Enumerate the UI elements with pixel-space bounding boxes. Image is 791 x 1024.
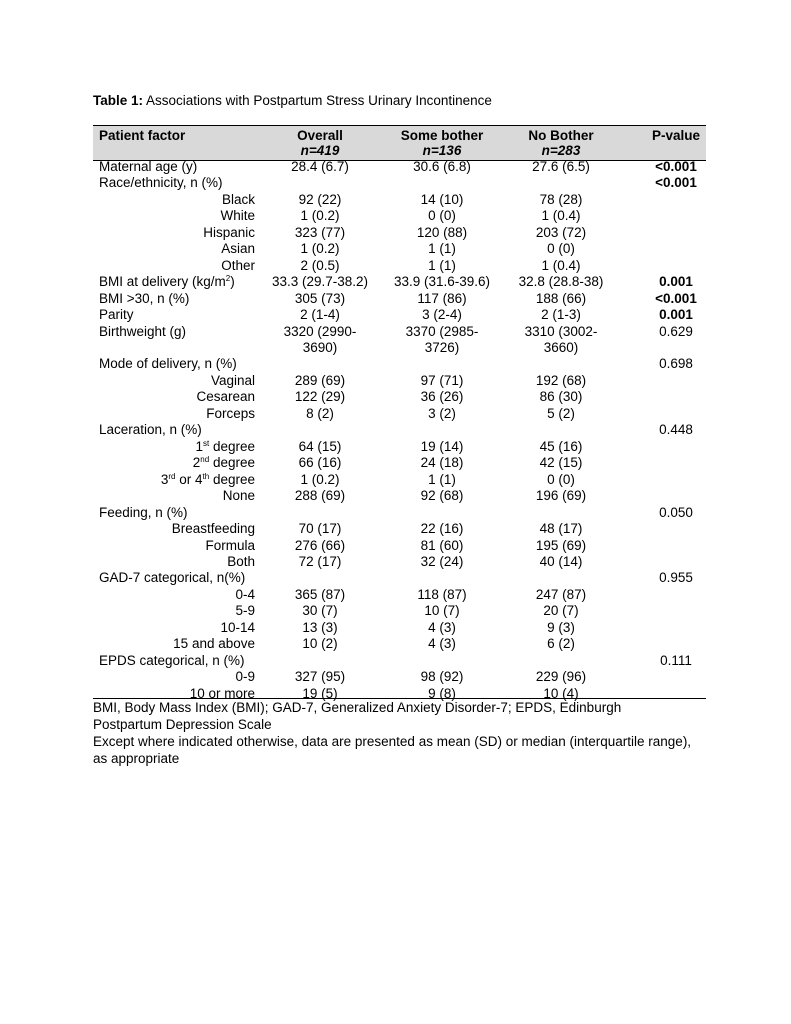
cell-p-value: 0.111 bbox=[660, 653, 692, 668]
ordinal-suffix: nd bbox=[200, 455, 210, 464]
row-label bbox=[172, 521, 255, 537]
header-some-bother-n: n=136 bbox=[422, 143, 462, 158]
row-label bbox=[99, 307, 134, 323]
cell-some-bother: 14 (10) bbox=[420, 192, 464, 207]
row-label-text: Birthweight (g) bbox=[99, 324, 187, 339]
cell-no-bother: 229 (96) bbox=[535, 669, 587, 684]
cell-some-bother: 1 (1) bbox=[428, 258, 456, 273]
cell-no-bother: 78 (28) bbox=[539, 192, 583, 207]
cell-overall: 2 (1-4) bbox=[300, 307, 340, 322]
cell-overall: 288 (69) bbox=[294, 488, 346, 503]
row-label-text: Hispanic bbox=[203, 225, 255, 240]
row-label-text: GAD-7 categorical, n(%) bbox=[99, 570, 246, 585]
ordinal-suffix: rd bbox=[168, 472, 176, 481]
cell-no-bother: 86 (30) bbox=[539, 389, 583, 404]
ordinal-suffix: st bbox=[202, 439, 210, 448]
row-label-text: Asian bbox=[221, 241, 255, 256]
ordinal-suffix: th bbox=[202, 472, 210, 481]
cell-no-bother: 195 (69) bbox=[535, 538, 587, 553]
cell-overall: 289 (69) bbox=[294, 373, 346, 388]
row-label bbox=[203, 225, 255, 241]
cell-some-bother: 1 (1) bbox=[428, 472, 456, 487]
row-label bbox=[235, 603, 255, 619]
cell-p-value: 0.001 bbox=[659, 307, 693, 322]
row-label-text: degree bbox=[209, 455, 255, 470]
header-no-bother bbox=[502, 128, 620, 158]
row-label-text: 0-4 bbox=[235, 587, 255, 602]
header-patient-factor: Patient factor bbox=[99, 128, 186, 143]
header-no-bother-n: n=283 bbox=[541, 143, 581, 158]
cell-overall: 3690) bbox=[302, 340, 338, 355]
cell-no-bother: 42 (15) bbox=[539, 455, 583, 470]
cell-no-bother: 247 (87) bbox=[535, 587, 587, 602]
row-label-text: Cesarean bbox=[196, 389, 255, 404]
cell-some-bother: 0 (0) bbox=[428, 208, 456, 223]
row-label bbox=[99, 159, 197, 175]
row-label bbox=[220, 208, 255, 224]
row-label bbox=[222, 192, 255, 208]
footnote-data-note: Except where indicated otherwise, data are presented as mean (SD) or median (interquartile range), as appropriate bbox=[93, 734, 692, 766]
cell-overall: 64 (15) bbox=[298, 439, 342, 454]
cell-overall: 3320 (2990- bbox=[283, 324, 357, 339]
row-label-text: BMI >30, n (%) bbox=[99, 291, 190, 306]
header-some-bother-label: Some bother bbox=[400, 128, 484, 143]
ordinal-connector: or 4 bbox=[175, 472, 203, 487]
cell-no-bother: 1 (0.4) bbox=[541, 258, 581, 273]
row-label-text: degree bbox=[209, 472, 255, 487]
cell-overall: 276 (66) bbox=[294, 538, 346, 553]
cell-no-bother: 10 (4) bbox=[543, 686, 579, 701]
cell-no-bother: 6 (2) bbox=[547, 636, 575, 651]
cell-p-value: 0.955 bbox=[659, 570, 693, 585]
cell-some-bother: 4 (3) bbox=[428, 636, 456, 651]
row-label-text: Laceration, n (%) bbox=[99, 422, 202, 437]
cell-no-bother: 3310 (3002- bbox=[524, 324, 598, 339]
cell-some-bother: 92 (68) bbox=[420, 488, 464, 503]
cell-overall: 323 (77) bbox=[294, 225, 346, 240]
cell-no-bother: 45 (16) bbox=[539, 439, 583, 454]
table-label: Table 1: bbox=[93, 93, 144, 108]
cell-overall: 1 (0.2) bbox=[300, 472, 340, 487]
cell-overall: 92 (22) bbox=[298, 192, 342, 207]
header-overall bbox=[258, 128, 382, 158]
footnote-abbreviations: BMI, Body Mass Index (BMI); GAD-7, Generalized Anxiety Disorder-7; EPDS, Edinburgh Postpartum Depression Scale bbox=[93, 700, 622, 732]
cell-overall: 8 (2) bbox=[306, 406, 334, 421]
cell-some-bother: 98 (92) bbox=[420, 669, 464, 684]
row-label bbox=[227, 554, 255, 570]
row-label bbox=[99, 175, 223, 191]
row-label-text: Black bbox=[221, 192, 255, 207]
row-label bbox=[221, 241, 255, 257]
cell-no-bother: 192 (68) bbox=[535, 373, 587, 388]
row-label bbox=[206, 406, 255, 422]
cell-some-bother: 32 (24) bbox=[420, 554, 464, 569]
row-label-text: EPDS categorical, n (%) bbox=[99, 653, 245, 668]
cell-some-bother: 10 (7) bbox=[424, 603, 460, 618]
ordinal-number: 2 bbox=[192, 455, 201, 470]
row-label bbox=[173, 636, 255, 652]
row-label-text: Maternal age (y) bbox=[99, 159, 198, 174]
unit-exponent: 2 bbox=[225, 274, 231, 283]
cell-some-bother: 3 (2) bbox=[428, 406, 456, 421]
row-label bbox=[220, 620, 255, 636]
header-p-value: P-value bbox=[651, 128, 701, 143]
cell-overall: 10 (2) bbox=[302, 636, 338, 651]
row-label-text: Feeding, n (%) bbox=[99, 505, 188, 520]
row-label-text: degree bbox=[209, 439, 255, 454]
cell-p-value: 0.050 bbox=[659, 505, 693, 520]
table-header bbox=[93, 125, 706, 161]
cell-p-value: <0.001 bbox=[655, 159, 697, 174]
row-label bbox=[99, 356, 237, 372]
header-overall-label: Overall bbox=[297, 128, 343, 143]
cell-p-value: 0.001 bbox=[659, 274, 693, 289]
row-label-text: Race/ethnicity, n (%) bbox=[99, 175, 223, 190]
row-label bbox=[99, 291, 189, 307]
row-label bbox=[195, 439, 255, 455]
cell-p-value: <0.001 bbox=[655, 175, 697, 190]
cell-no-bother: 188 (66) bbox=[535, 291, 587, 306]
row-label bbox=[196, 389, 255, 405]
cell-no-bother: 203 (72) bbox=[535, 225, 587, 240]
cell-some-bother: 117 (86) bbox=[417, 291, 467, 306]
cell-overall: 28.4 (6.7) bbox=[291, 159, 349, 174]
row-label-text: Parity bbox=[99, 307, 134, 322]
row-label bbox=[99, 505, 188, 521]
table-title: Associations with Postpartum Stress Urinary Incontinence bbox=[146, 93, 492, 108]
cell-some-bother: 24 (18) bbox=[420, 455, 464, 470]
cell-some-bother: 33.9 (31.6-39.6) bbox=[393, 274, 491, 289]
data-table bbox=[93, 125, 706, 701]
row-label bbox=[161, 472, 255, 488]
header-no-bother-label: No Bother bbox=[528, 128, 594, 143]
row-label bbox=[99, 324, 186, 340]
cell-overall: 122 (29) bbox=[294, 389, 346, 404]
row-label-text: 0-9 bbox=[235, 669, 255, 684]
row-label bbox=[205, 538, 255, 554]
ordinal-number: 1 bbox=[195, 439, 203, 454]
row-label bbox=[193, 455, 255, 471]
cell-some-bother: 3370 (2985- bbox=[405, 324, 479, 339]
row-label bbox=[235, 669, 255, 685]
row-label-text: Vaginal bbox=[210, 373, 255, 388]
cell-overall: 13 (3) bbox=[302, 620, 338, 635]
row-label-text: BMI at delivery (kg/m bbox=[99, 274, 226, 289]
cell-no-bother: 0 (0) bbox=[547, 472, 575, 487]
cell-no-bother: 3660) bbox=[543, 340, 579, 355]
row-label-text: Forceps bbox=[206, 406, 255, 421]
table-caption bbox=[93, 93, 492, 108]
row-label-text: 15 and above bbox=[173, 636, 255, 651]
row-label-text: Breastfeeding bbox=[171, 521, 255, 536]
cell-some-bother: 9 (8) bbox=[428, 686, 456, 701]
cell-no-bother: 40 (14) bbox=[539, 554, 583, 569]
cell-overall: 365 (87) bbox=[294, 587, 346, 602]
cell-some-bother: 22 (16) bbox=[420, 521, 464, 536]
cell-no-bother: 27.6 (6.5) bbox=[532, 159, 590, 174]
cell-some-bother: 36 (26) bbox=[420, 389, 464, 404]
cell-overall: 30 (7) bbox=[302, 603, 338, 618]
cell-overall: 66 (16) bbox=[298, 455, 342, 470]
table-bottom-rule bbox=[93, 698, 706, 699]
cell-some-bother: 30.6 (6.8) bbox=[413, 159, 471, 174]
cell-overall: 2 (0.5) bbox=[300, 258, 340, 273]
cell-some-bother: 3726) bbox=[424, 340, 460, 355]
cell-some-bother: 120 (88) bbox=[416, 225, 468, 240]
cell-overall: 327 (95) bbox=[294, 669, 346, 684]
row-label-text: Other bbox=[221, 258, 255, 273]
row-label-text: ) bbox=[230, 274, 235, 289]
row-label bbox=[223, 488, 255, 504]
row-label-text: 5-9 bbox=[235, 603, 255, 618]
row-label bbox=[221, 258, 255, 274]
header-overall-n: n=419 bbox=[300, 143, 340, 158]
row-label-text: White bbox=[220, 208, 255, 223]
cell-overall: 72 (17) bbox=[298, 554, 342, 569]
cell-overall: 305 (73) bbox=[294, 291, 346, 306]
header-some-bother bbox=[384, 128, 500, 158]
row-label-text: Mode of delivery, n (%) bbox=[99, 356, 237, 371]
cell-p-value: <0.001 bbox=[655, 291, 697, 306]
cell-some-bother: 3 (2-4) bbox=[422, 307, 462, 322]
cell-no-bother: 20 (7) bbox=[543, 603, 579, 618]
cell-no-bother: 196 (69) bbox=[535, 488, 587, 503]
cell-p-value: 0.698 bbox=[659, 356, 693, 371]
row-label bbox=[99, 653, 245, 669]
cell-some-bother: 97 (71) bbox=[420, 373, 464, 388]
cell-some-bother: 118 (87) bbox=[417, 587, 467, 602]
cell-no-bother: 5 (2) bbox=[547, 406, 575, 421]
row-label bbox=[99, 422, 202, 438]
cell-no-bother: 0 (0) bbox=[547, 241, 575, 256]
row-label bbox=[99, 570, 245, 586]
row-label bbox=[211, 373, 255, 389]
row-label-text: Formula bbox=[205, 538, 255, 553]
cell-p-value: 0.629 bbox=[659, 324, 693, 339]
row-label-text: 10-14 bbox=[220, 620, 255, 635]
cell-some-bother: 1 (1) bbox=[428, 241, 456, 256]
ordinal-number: 3 bbox=[160, 472, 169, 487]
cell-overall: 1 (0.2) bbox=[300, 241, 340, 256]
cell-p-value: 0.448 bbox=[659, 422, 693, 437]
cell-no-bother: 1 (0.4) bbox=[541, 208, 581, 223]
cell-some-bother: 81 (60) bbox=[420, 538, 464, 553]
row-label-text: None bbox=[222, 488, 255, 503]
cell-overall: 1 (0.2) bbox=[300, 208, 340, 223]
row-label-text: 10 or more bbox=[189, 686, 255, 701]
cell-overall: 70 (17) bbox=[298, 521, 342, 536]
cell-overall: 19 (5) bbox=[302, 686, 338, 701]
cell-no-bother: 48 (17) bbox=[539, 521, 583, 536]
cell-no-bother: 2 (1-3) bbox=[541, 307, 581, 322]
row-label bbox=[235, 587, 255, 603]
cell-some-bother: 19 (14) bbox=[420, 439, 464, 454]
cell-overall: 33.3 (29.7-38.2) bbox=[271, 274, 369, 289]
cell-no-bother: 32.8 (28.8-38) bbox=[518, 274, 604, 289]
row-label-text: Both bbox=[227, 554, 255, 569]
cell-some-bother: 4 (3) bbox=[428, 620, 456, 635]
cell-no-bother: 9 (3) bbox=[547, 620, 575, 635]
row-label bbox=[99, 274, 235, 290]
